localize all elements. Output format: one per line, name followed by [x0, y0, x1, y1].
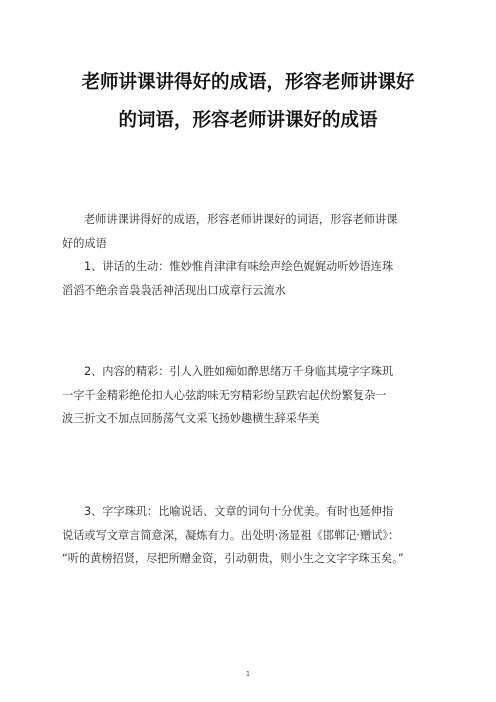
item-2-line-2: 一字千金精彩绝伦扣人心弦韵味无穷精彩纷呈跌宕起伏纷繁复杂一	[62, 388, 387, 402]
intro-line-2: 好的成语	[62, 236, 107, 250]
intro-line-1: 老师讲课讲得好的成语，形容老师讲课好的词语，形容老师讲课	[84, 213, 398, 226]
item-1-line-1: 1、讲话的生动：惟妙惟肖津津有味绘声绘色娓娓动听妙语连珠	[84, 260, 394, 273]
item-1-paragraph	[62, 255, 434, 302]
document-title-line-2: 的词语，形容老师讲课好的成语	[118, 110, 378, 131]
item-3-line-1: 3、字字珠玑：比喻说话、文章的词句十分优美。有时也延伸指	[84, 505, 394, 518]
item-2-line-3: 波三折文不加点回肠荡气文采飞扬妙趣横生辞采华美	[62, 412, 320, 425]
document-title-line-1: 老师讲课讲得好的成语，形容老师讲课好	[81, 72, 415, 93]
item-3-line-3: “听的黄榜招贤，尽把所赠金资，引动朝贵，则小生之文字字珠玉矣。”	[62, 552, 404, 565]
item-3-line-2: 说话或写文章言简意深，凝炼有力。出处明·汤显祖《邯郸记·赠试》：	[62, 528, 400, 542]
item-2-line-1: 2、内容的精彩：引人入胜如痴如醉思绪万千身临其境字字珠玑	[84, 365, 394, 378]
item-2-paragraph	[62, 360, 434, 431]
item-1-line-2: 滔滔不绝余音袅袅活神活现出口成章行云流水	[62, 283, 286, 297]
item-3-paragraph	[62, 500, 434, 571]
page-number: 1	[245, 670, 251, 678]
intro-paragraph	[62, 208, 434, 255]
